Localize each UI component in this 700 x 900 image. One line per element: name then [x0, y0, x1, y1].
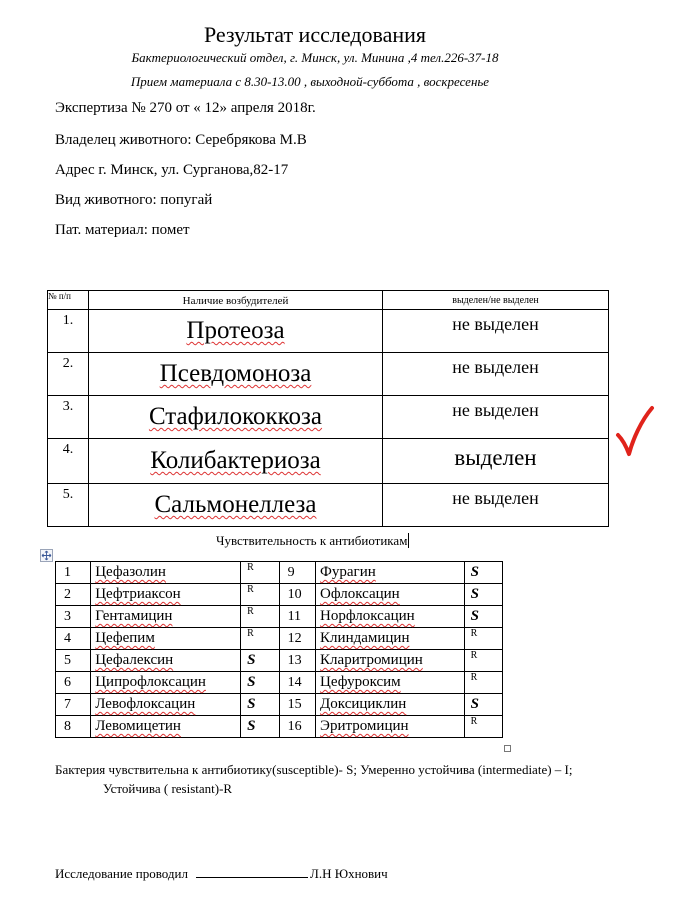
antibiotic-result: R [241, 606, 279, 628]
pathogens-table [47, 290, 609, 527]
species-line: Вид животного: попугай [55, 192, 213, 208]
antibiotic-result: S [464, 606, 502, 628]
antibiotic-result: S [241, 694, 279, 716]
pathogen-row [48, 396, 609, 439]
pathogen-row [48, 310, 609, 353]
antibiotic-result: S [241, 672, 279, 694]
antibiotic-name: Цефуроксим [320, 674, 401, 690]
reception-hours: Прием материала с 8.30-13.00 , выходной-суббота , воскресенье [130, 74, 490, 89]
pathogen-num: 2. [48, 353, 89, 396]
owner-line: Владелец животного: Серебрякова М.В [55, 132, 307, 148]
col-header-num: № п/п [48, 291, 89, 310]
antibiotic-num: 13 [279, 650, 315, 672]
antibiotic-result: R [241, 584, 279, 606]
antibiotic-row [56, 650, 503, 672]
signature-label: Исследование проводил [55, 866, 188, 881]
antibiotic-num: 6 [56, 672, 91, 694]
antibiotic-num: 4 [56, 628, 91, 650]
antibiotic-row [56, 562, 503, 584]
antibiotic-name: Офлоксацин [320, 586, 400, 602]
antibiotic-name: Гентамицин [95, 608, 173, 624]
col-header-result: выделен/не выделен [383, 291, 609, 310]
pathogen-result: не выделен [383, 353, 609, 396]
antibiotic-name: Кларитромицин [320, 652, 423, 668]
antibiotic-name: Доксициклин [320, 696, 407, 712]
pathogen-num: 1. [48, 310, 89, 353]
pathogen-name: Сальмонеллеза [154, 491, 317, 518]
red-checkmark-icon [615, 405, 655, 462]
pathogen-row [48, 353, 609, 396]
signature-blank [196, 865, 308, 878]
antibiotic-result: S [241, 716, 279, 738]
material-line: Пат. материал: помет [55, 222, 190, 238]
antibiotic-num: 16 [279, 716, 315, 738]
signature-name: Л.Н Юхнович [310, 866, 388, 881]
pathogen-result-positive: выделен [383, 439, 609, 484]
table-move-handle-icon[interactable] [40, 549, 53, 562]
exam-number: Экспертиза № 270 от « 12» апреля 2018г. [55, 100, 316, 116]
pathogen-row [48, 439, 609, 484]
antibiotic-num: 7 [56, 694, 91, 716]
antibiotic-row [56, 694, 503, 716]
antibiotic-name: Фурагин [320, 564, 376, 580]
antibiotic-name: Цефалексин [95, 652, 174, 668]
antibiotic-num: 5 [56, 650, 91, 672]
antibiotic-num: 12 [279, 628, 315, 650]
antibiotic-result: S [464, 562, 502, 584]
antibiotic-name: Эритромицин [320, 718, 409, 734]
pathogen-result: не выделен [383, 396, 609, 439]
antibiotic-result: R [241, 562, 279, 584]
antibiotic-name: Ципрофлоксацин [95, 674, 206, 690]
legend [55, 760, 685, 798]
antibiotic-result: R [464, 716, 502, 738]
antibiotic-row [56, 716, 503, 738]
antibiotic-result: S [464, 584, 502, 606]
sensitivity-title: Чувствительность к антибиотикам [216, 533, 408, 548]
antibiotic-row [56, 628, 503, 650]
antibiotic-result: S [464, 694, 502, 716]
antibiotic-result: R [464, 628, 502, 650]
antibiotic-row [56, 606, 503, 628]
antibiotic-num: 14 [279, 672, 315, 694]
pathogen-result: не выделен [383, 310, 609, 353]
pathogen-name: Стафилококкоза [148, 403, 323, 430]
antibiotic-sensitivity-table [55, 561, 503, 738]
antibiotic-row [56, 584, 503, 606]
antibiotic-num: 3 [56, 606, 91, 628]
antibiotic-name: Норфлоксацин [320, 608, 415, 624]
antibiotic-name: Левомицетин [95, 718, 181, 734]
antibiotic-num: 10 [279, 584, 315, 606]
pathogen-result: не выделен [383, 484, 609, 527]
antibiotic-num: 9 [279, 562, 315, 584]
pathogens-header-row [48, 291, 609, 310]
document-title: Результат исследования [203, 22, 427, 47]
text-cursor [408, 533, 409, 548]
pathogen-row [48, 484, 609, 527]
pathogen-name: Псевдомоноза [159, 360, 312, 387]
antibiotic-result: R [464, 650, 502, 672]
antibiotic-name: Цефтриаксон [95, 586, 181, 602]
antibiotic-row [56, 672, 503, 694]
signature-line [55, 865, 388, 882]
antibiotic-num: 15 [279, 694, 315, 716]
antibiotic-num: 11 [279, 606, 315, 628]
pathogen-num: 5. [48, 484, 89, 527]
antibiotic-result: R [464, 672, 502, 694]
address-line: Адрес г. Минск, ул. Сурганова,82-17 [55, 162, 289, 178]
pathogen-num: 3. [48, 396, 89, 439]
antibiotic-num: 1 [56, 562, 91, 584]
antibiotic-result: R [241, 628, 279, 650]
col-header-name: Наличие возбудителей [89, 291, 383, 310]
antibiotic-name: Цефепим [95, 630, 155, 646]
pathogen-name: Протеоза [186, 317, 285, 344]
pathogen-name: Колибактериоза [150, 447, 321, 474]
antibiotic-num: 8 [56, 716, 91, 738]
antibiotic-name: Клиндамицин [320, 630, 410, 646]
antibiotic-num: 2 [56, 584, 91, 606]
department-info: Бактериологический отдел, г. Минск, ул. Минина ,4 тел.226-37-18 [131, 50, 499, 65]
pathogen-num: 4. [48, 439, 89, 484]
antibiotic-result: S [241, 650, 279, 672]
antibiotic-name: Цефазолин [95, 564, 166, 580]
legend-line-2: Устойчива ( resistant)-R [103, 781, 233, 796]
antibiotic-name: Левофлоксацин [95, 696, 196, 712]
legend-line-1: Бактерия чувствительна к антибиотику(susceptible)- S; Умеренно устойчива (intermediate) – I; [55, 762, 573, 777]
table-resize-handle[interactable] [504, 745, 511, 752]
